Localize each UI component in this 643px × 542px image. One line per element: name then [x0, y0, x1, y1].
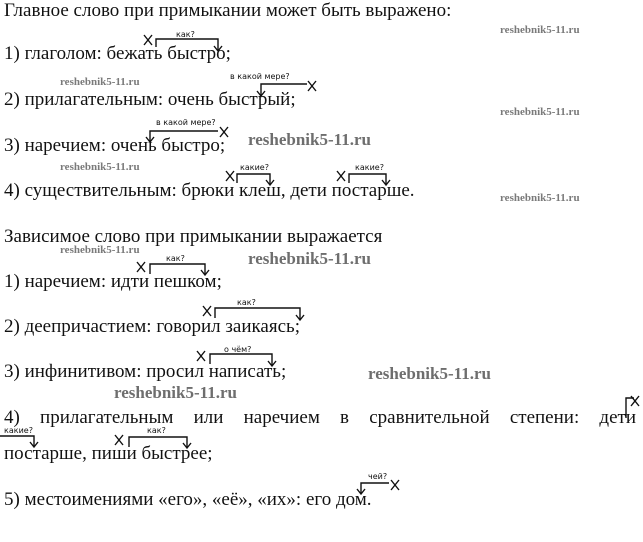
- question-label: как?: [166, 254, 185, 263]
- watermark: reshebnik5-11.ru: [60, 244, 140, 256]
- question-label: как?: [237, 298, 256, 307]
- heading: Главное слово при примыкании может быть выражено:: [4, 0, 452, 21]
- question-label: в какой мере?: [230, 72, 290, 81]
- main-word-cross: [308, 81, 316, 91]
- watermark: reshebnik5-11.ru: [60, 76, 140, 88]
- watermark: reshebnik5-11.ru: [500, 106, 580, 118]
- watermark: reshebnik5-11.ru: [60, 161, 140, 173]
- watermark: reshebnik5-11.ru: [500, 192, 580, 204]
- main-item-2: 2) прилагательным: очень быстрый;: [4, 89, 296, 110]
- dependent-item-2: 2) деепричастием: говорил заикаясь;: [4, 316, 300, 337]
- main-word-cross: [391, 480, 399, 490]
- question-label: чей?: [368, 472, 388, 481]
- dependent-item-4a: 4) прилагательным или наречием в сравнительной степени: дети: [4, 407, 636, 428]
- dependent-item-1: 1) наречием: идти пешком;: [4, 271, 222, 292]
- watermark: reshebnik5-11.ru: [500, 24, 580, 36]
- question-label: какие?: [355, 163, 384, 172]
- dependent-heading: Зависимое слово при примыкании выражается: [4, 226, 383, 247]
- dependent-item-4b: постарше, пиши быстрее;: [4, 443, 213, 464]
- question-label: как?: [176, 30, 195, 39]
- main-item-1: 1) глаголом: бежать быстро;: [4, 43, 231, 64]
- question-label: какие?: [4, 426, 33, 435]
- main-word-cross: [631, 396, 639, 406]
- watermark: reshebnik5-11.ru: [114, 383, 237, 402]
- question-label: в какой мере?: [156, 118, 216, 127]
- main-item-3: 3) наречием: очень быстро;: [4, 135, 226, 156]
- question-label: о чём?: [224, 345, 252, 354]
- main-word-cross: [197, 351, 205, 361]
- watermark: reshebnik5-11.ru: [248, 130, 371, 149]
- question-label: какие?: [240, 163, 269, 172]
- dependent-item-5: 5) местоимениями «его», «её», «их»: его дом.: [4, 489, 372, 510]
- watermark: reshebnik5-11.ru: [248, 249, 371, 268]
- watermark: reshebnik5-11.ru: [368, 364, 491, 383]
- main-word-cross: [203, 306, 211, 316]
- question-label: как?: [147, 426, 166, 435]
- main-item-4: 4) существительным: брюки клеш, дети постарше.: [4, 180, 415, 201]
- dependent-item-3: 3) инфинитивом: просил написать;: [4, 361, 287, 382]
